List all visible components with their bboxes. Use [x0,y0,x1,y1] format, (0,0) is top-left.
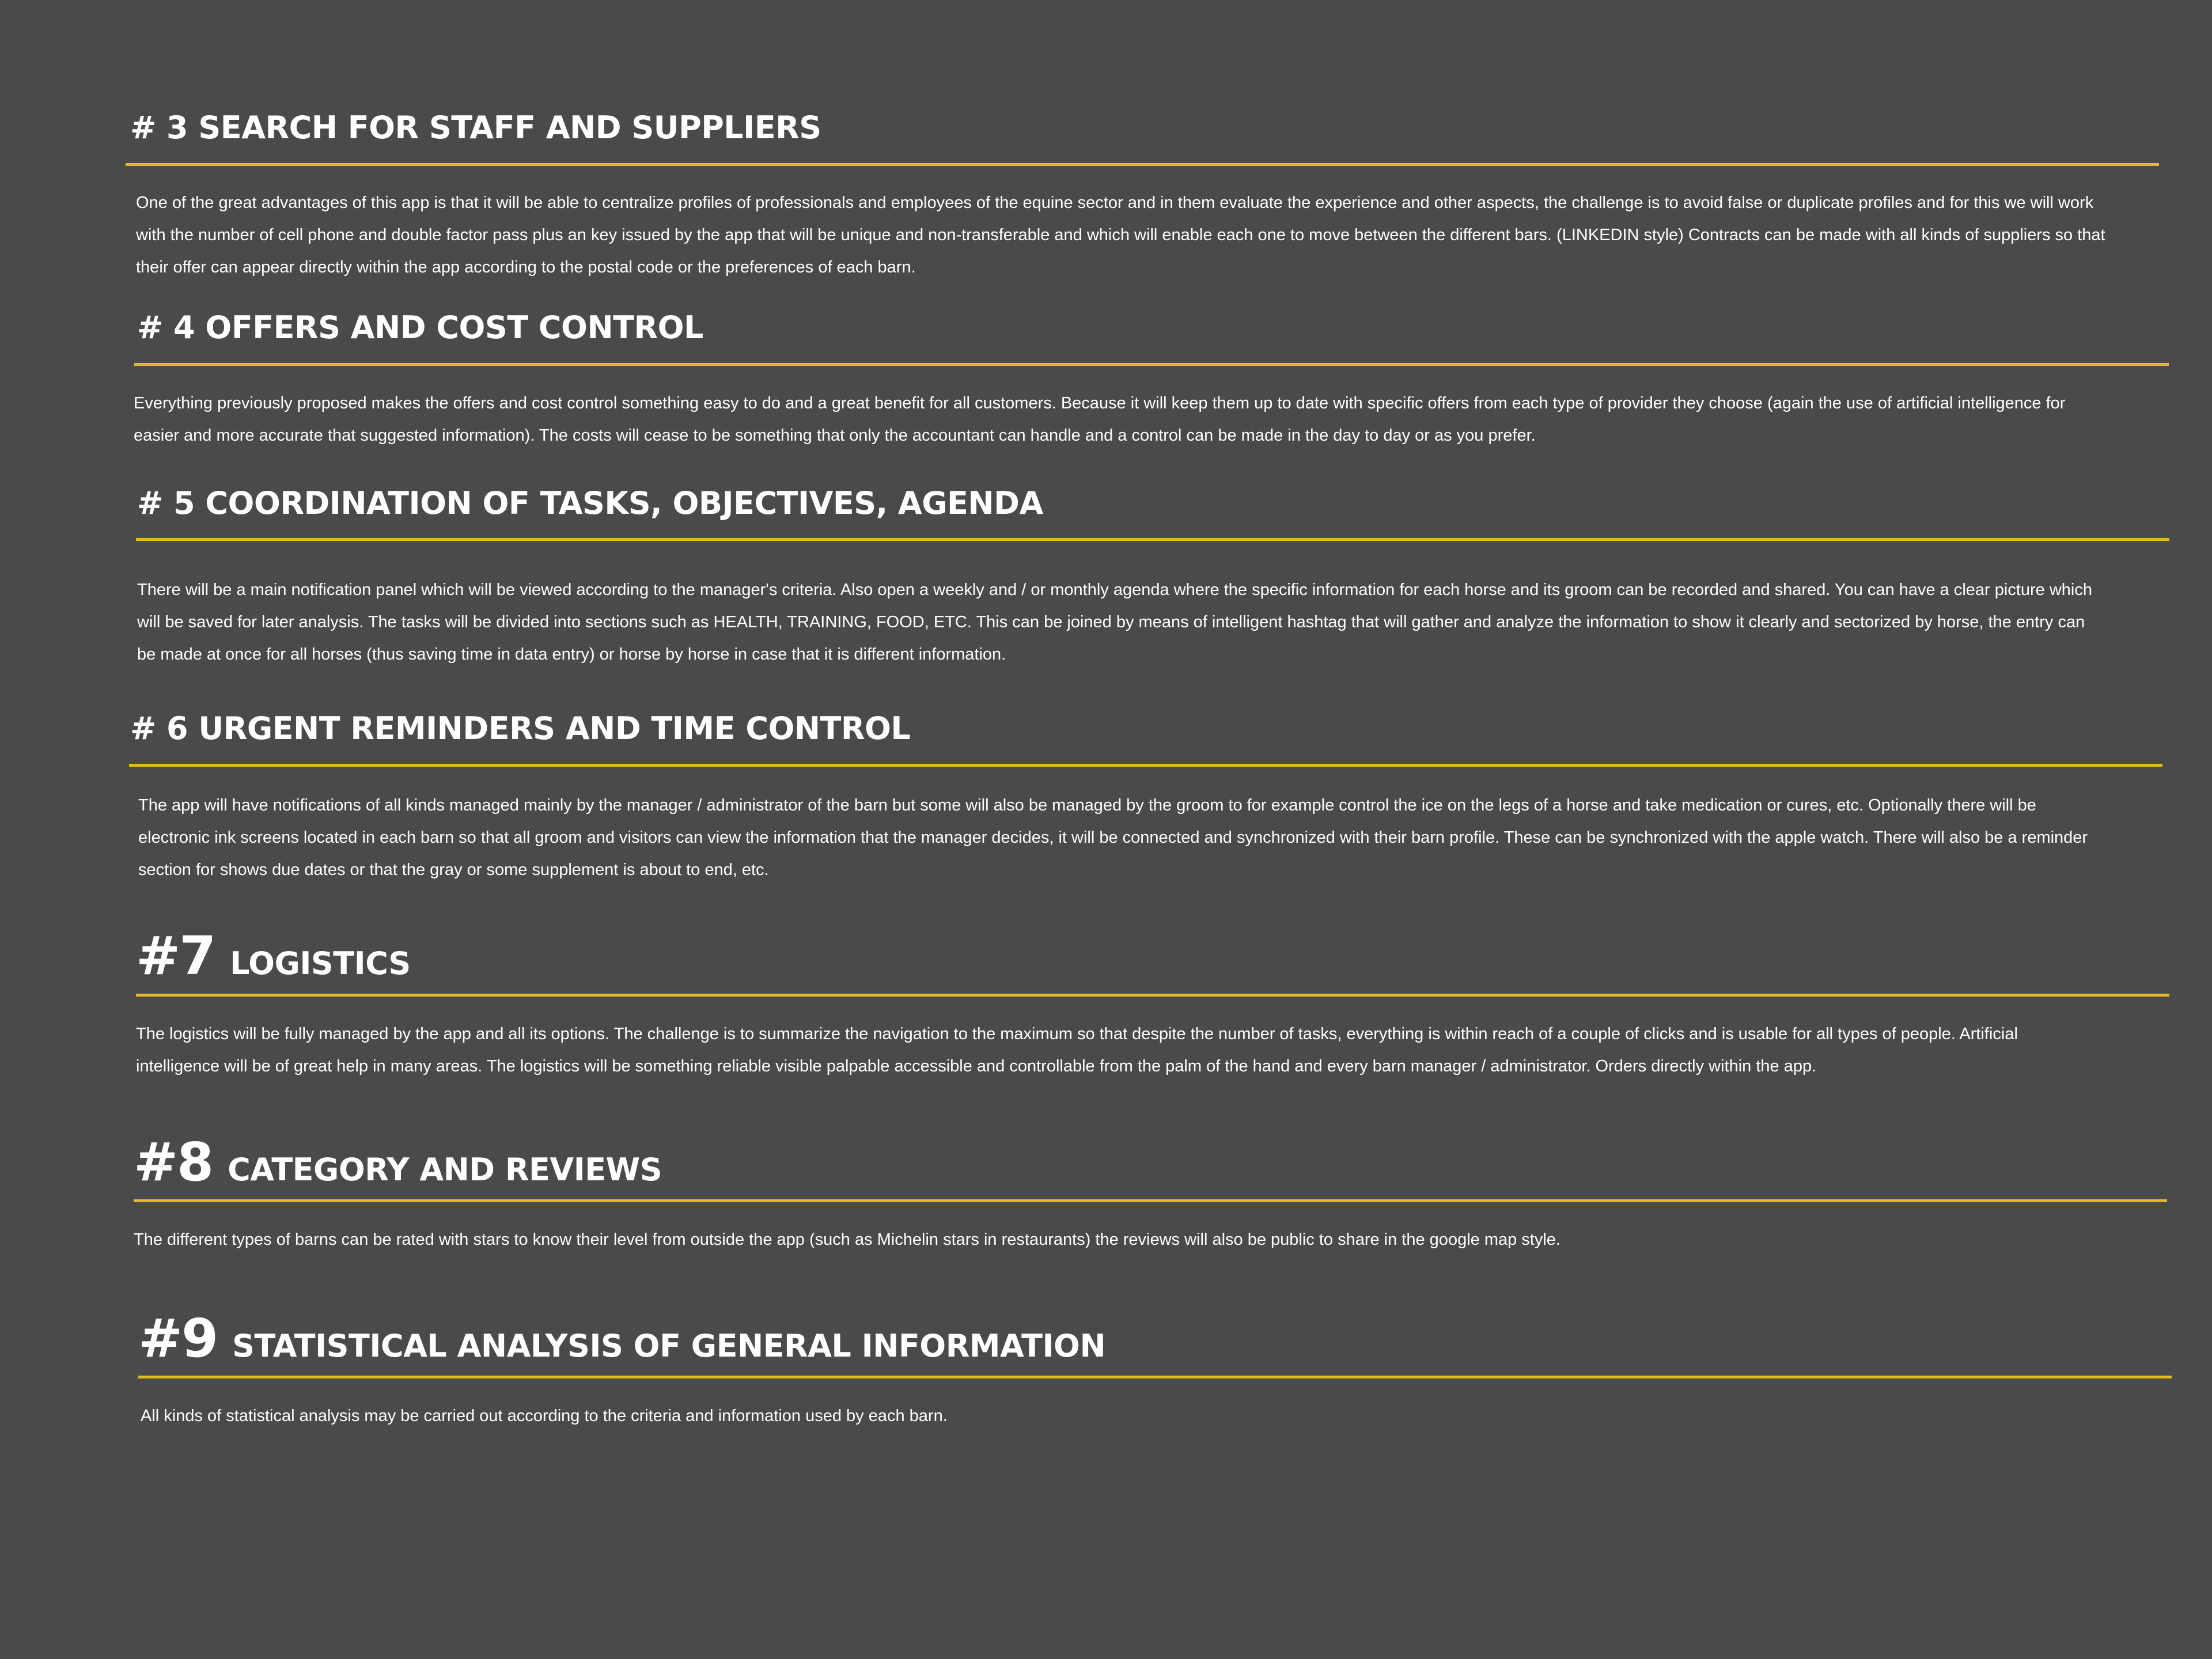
section-5-title: # 5 COORDINATION OF TASKS, OBJECTIVES, AGENDA [137,485,1043,521]
section-6-title: # 6 URGENT REMINDERS AND TIME CONTROL [130,710,911,747]
section-4-title: # 4 OFFERS AND COST CONTROL [137,309,703,346]
section-3-body: One of the great advantages of this app is that it will be able to centralize profiles of professionals and employees of the equine sector and in them evaluate the experience and other aspects, the challenge is to avoid false or duplicate profiles and for this we will work with the number of cell phone and double factor pass plus an key issued by the app that will be unique and non-transferable and which will enable each one to move between the different bars. (LINKEDIN style) Contracts can be made with all kinds of suppliers so that their offer can appear directly within the app according to the postal code or the preferences of each barn. [136,194,2105,276]
section-3-title: # 3 SEARCH FOR STAFF AND SUPPLIERS [130,109,821,146]
section-9-number: #9 [138,1308,218,1369]
section-5-body: There will be a main notification panel which will be viewed according to the manager's criteria. Also open a weekly and / or monthly agenda where the specific information for each horse and its groom can be recorded and shared. You can have a clear picture which will be saved for later analysis. The tasks will be divided into sections such as HEALTH, TRAINING, FOOD, ETC. This can be joined by means of intelligent hashtag that will gather and analyze the information to show it clearly and sectorized by horse, the entry can be made at once for all horses (thus saving time in data entry) or horse by horse in case that it is different information. [137,581,2093,664]
section-7-title [136,927,411,1000]
section-9-title-text: STATISTICAL ANALYSIS OF GENERAL INFORMATION [232,1328,1106,1364]
section-8-body: The different types of barns can be rated with stars to know their level from outside the app (such as Michelin stars in restaurants) the reviews will also be public to share in the google map style. [134,1230,1560,1249]
section-8-title [134,1131,662,1206]
section-9-title [138,1310,1105,1382]
section-7-body: The logistics will be fully managed by the app and all its options. The challenge is to summarize the navigation to the maximum so that despite the number of tasks, everything is within reach of a couple of clicks and is usable for all types of people. Artificial intelligence will be of great help in many areas. The logistics will be something reliable visible palpable accessible and controllable from the palm of the hand and every barn manager / administrator. Orders directly within the app. [136,1025,2018,1075]
section-4-body: Everything previously proposed makes the offers and cost control something easy to do and a great benefit for all customers. Because it will keep them up to date with specific offers from each type of provider they choose (again the use of artificial intelligence for easier and more accurate that suggested information). The costs will cease to be something that only the accountant can handle and a control can be made in the day to day or as you prefer. [134,394,2066,445]
section-3-divider [126,163,2159,166]
section-9-divider [138,1376,2172,1378]
section-4-divider [134,363,2169,366]
section-7-number: #7 [136,925,215,987]
section-9-body: All kinds of statistical analysis may be carried out according to the criteria and information used by each barn. [141,1407,948,1425]
section-6-body: The app will have notifications of all kinds managed mainly by the manager / administrator of the barn but some will also be managed by the groom to for example control the ice on the legs of a horse and take medication or cures, etc. Optionally there will be electronic ink screens located in each barn so that all groom and visitors can view the information that the manager decides, it will be connected and synchronized with their barn profile. These can be synchronized with the apple watch. There will also be a reminder section for shows due dates or that the gray or some supplement is about to end, etc. [138,796,2088,879]
section-5-divider [136,538,2169,541]
section-7-title-text: LOGISTICS [230,945,411,982]
section-7-divider [136,994,2169,997]
section-8-divider [134,1199,2167,1202]
section-6-divider [129,764,2162,767]
section-8-number: #8 [134,1131,213,1193]
section-8-title-text: CATEGORY AND REVIEWS [228,1152,662,1188]
